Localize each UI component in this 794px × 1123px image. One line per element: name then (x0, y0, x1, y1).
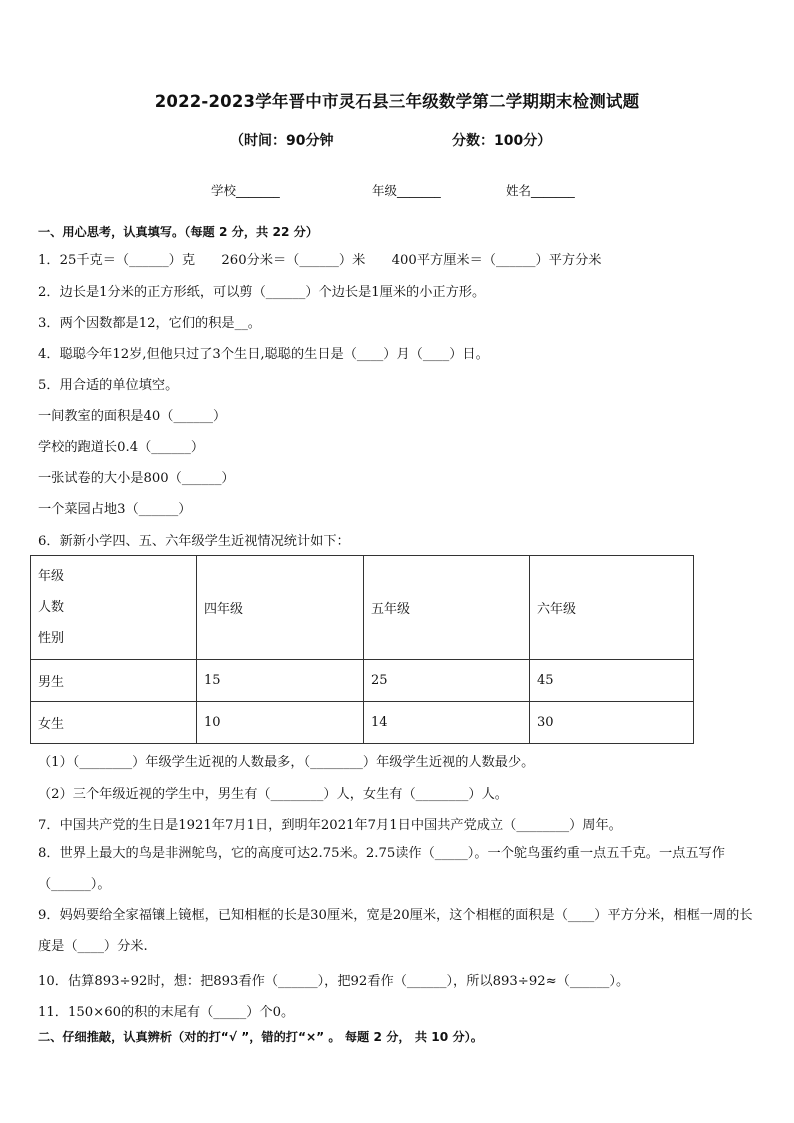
question-6: 6．新新小学四、五、六年级学生近视情况统计如下： (38, 534, 350, 549)
name-field: 姓名_______ (506, 183, 575, 198)
question-11: 11．150×60的积的末尾有（_____）个0。 (38, 1005, 295, 1020)
table-cell: 14 (364, 702, 530, 744)
question-5-item: 一个菜园占地3（______） (38, 502, 192, 517)
exam-score: 分数：100分） (452, 133, 552, 149)
table-header-row (31, 556, 694, 660)
question-5: 5．用合适的单位填空。 (38, 378, 179, 393)
question-6-part-2: （2）三个年级近视的学生中，男生有（________）人，女生有（________）人。 (38, 787, 508, 802)
myopia-table (30, 555, 694, 744)
grade-field: 年级_______ (372, 183, 441, 198)
table-cell: 30 (530, 702, 694, 744)
corner-label-grade: 年级 (38, 569, 65, 584)
question-3: 3．两个因数都是12，它们的积是__。 (38, 316, 261, 331)
section-1-heading: 一、用心思考，认真填写。（每题 2 分，共 22 分） (38, 225, 319, 239)
column-header: 五年级 (364, 556, 530, 660)
table-cell: 15 (197, 660, 364, 702)
question-5-item: 一间教室的面积是40（______） (38, 409, 227, 424)
exam-time: （时间：90分钟 (230, 133, 334, 149)
column-header: 六年级 (530, 556, 694, 660)
question-8: 8．世界上最大的鸟是非洲鸵鸟，它的高度可达2.75米。2.75读作（_____）。一个鸵鸟蛋约重一点五千克。一点五写作（______）。 (38, 846, 725, 892)
table-corner-cell (31, 556, 197, 660)
column-header: 四年级 (197, 556, 364, 660)
corner-label-gender: 性别 (38, 631, 65, 646)
question-9: 9．妈妈要给全家福镶上镜框，已知相框的长是30厘米，宽是20厘米，这个相框的面积是（____）平方分米，相框一周的长度是（____）分米. (38, 908, 753, 954)
question-5-item: 一张试卷的大小是800（______） (38, 471, 235, 486)
table-cell: 10 (197, 702, 364, 744)
question-10: 10．估算893÷92时，想：把893看作（______），把92看作（______），所以893÷92≈（______）。 (38, 974, 630, 989)
table-cell: 45 (530, 660, 694, 702)
school-field: 学校_______ (211, 183, 280, 198)
question-7: 7．中国共产党的生日是1921年7月1日，到明年2021年7月1日中国共产党成立（________）周年。 (38, 818, 622, 833)
table-row (31, 660, 694, 702)
question-2: 2．边长是1分米的正方形纸，可以剪（______）个边长是1厘米的小正方形。 (38, 285, 486, 300)
question-6-part-1: （1）（________）年级学生近视的人数最多，（________）年级学生近视的人数最少。 (38, 755, 535, 770)
table-cell: 25 (364, 660, 530, 702)
question-4: 4．聪聪今年12岁,但他只过了3个生日,聪聪的生日是（____）月（____）日。 (38, 347, 489, 362)
section-2-heading: 二、仔细推敲，认真辨析（对的打“√ ”，错的打“×” 。 每题 2 分， 共 10 分）。 (38, 1030, 483, 1044)
question-5-item: 学校的跑道长0.4（______） (38, 440, 205, 455)
table-row (31, 702, 694, 744)
question-1: 1．25千克＝（______）克 260分米＝（______）米 400平方厘米＝（______）平方分米 (38, 253, 602, 268)
row-label: 男生 (31, 660, 197, 702)
row-label: 女生 (31, 702, 197, 744)
page-title: 2022-2023学年晋中市灵石县三年级数学第二学期期末检测试题 (154, 92, 640, 111)
corner-label-count: 人数 (38, 600, 65, 615)
